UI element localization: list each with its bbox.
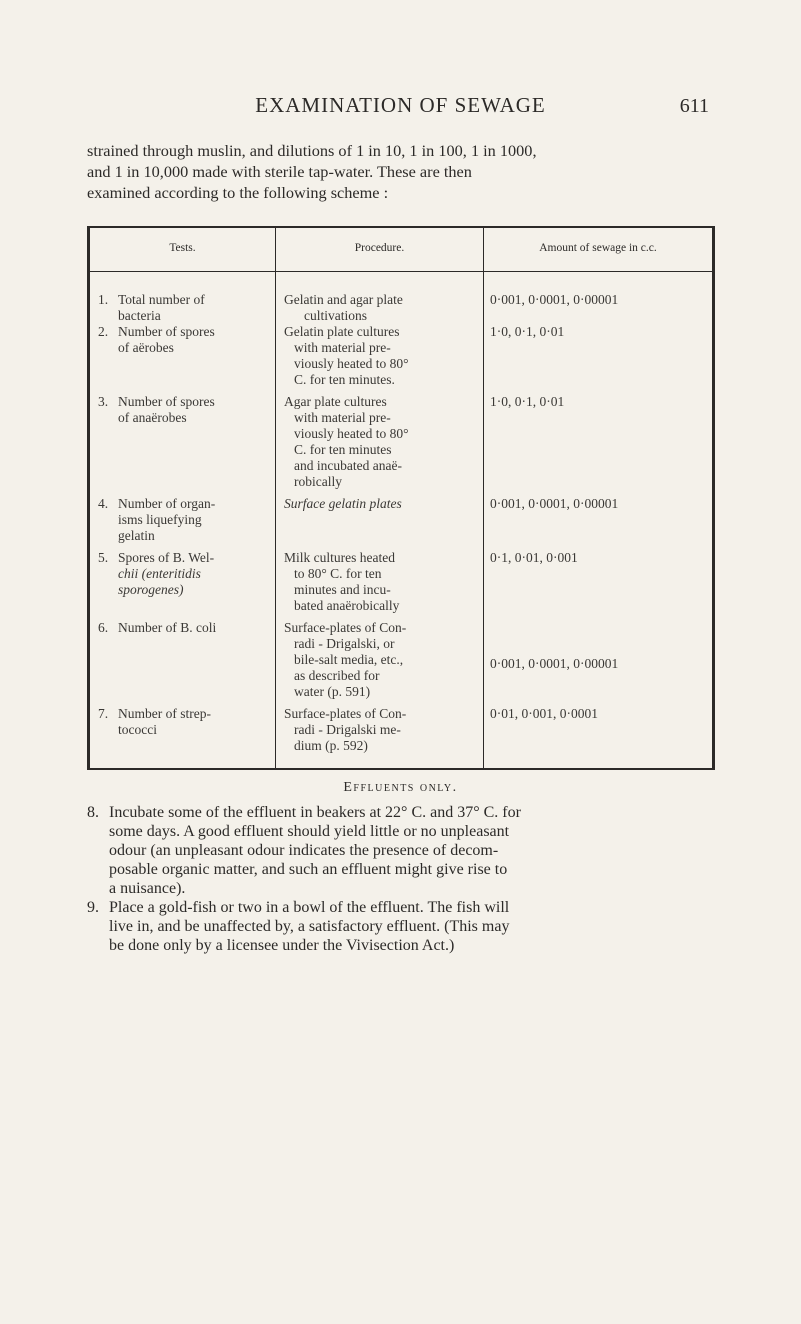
intro-line: and 1 in 10,000 made with sterile tap-water. These are then [87,162,472,181]
intro-paragraph [87,140,713,203]
row-number: 7. [98,706,109,721]
amount-cell: 0·001, 0·0001, 0·00001 [490,496,619,511]
row-number: 1. [98,292,109,307]
column-rule [483,228,484,768]
running-title: EXAMINATION OF SEWAGE [255,93,546,117]
test-cell: 1. Total number of bacteria [98,292,205,323]
item-number: 8. [87,804,99,821]
test-cell: 3. Number of spores of anaërobes [98,394,215,425]
amount-cell: 1·0, 0·1, 0·01 [490,324,565,339]
procedure-cell: Milk cultures heated to 80° C. for ten minutes and incu- bated anaërobically [284,550,400,613]
page-number: 611 [679,95,709,117]
header-procedure: Procedure. [354,242,405,254]
row-number: 4. [98,496,109,511]
procedure-cell: Agar plate cultures with material pre- viously heated to 80° C. for ten minutes and incubated anaë- robically [284,394,409,489]
amount-cell: 1·0, 0·1, 0·01 [490,394,565,409]
item-8-paragraph: 8. Incubate some of the effluent in beakers at 22° C. and 37° C. for some days. A good effluent should yield little or no unpleasant odour (an unpleasant odour indicates the presence of decom- posable organic matter, and such an effluent might give rise to a nuisance). [87,804,521,897]
procedure-cell: Surface-plates of Con- radi - Drigalski, or bile-salt media, etc., as described for water (p. 591) [284,620,407,699]
amount-cell: 0·1, 0·01, 0·001 [490,550,578,565]
header-amount: Amount of sewage in c.c. [539,242,657,254]
test-cell: 2. Number of spores of aërobes [98,324,215,355]
sewage-scheme-table [87,226,715,770]
header-rule [90,271,712,272]
row-number: 2. [98,324,109,339]
amount-cell: 0·001, 0·0001, 0·00001 [490,656,619,671]
item-number: 9. [87,899,99,916]
page-header [0,93,801,123]
amount-cell: 0·001, 0·0001, 0·00001 [490,292,619,307]
amount-cell: 0·01, 0·001, 0·0001 [490,706,598,721]
intro-line: strained through muslin, and dilutions of 1 in 10, 1 in 100, 1 in 1000, [87,141,537,160]
header-tests: Tests. [169,242,196,254]
column-rule [275,228,276,768]
procedure-cell: Gelatin plate cultures with material pre- viously heated to 80° C. for ten minutes. [284,324,409,387]
row-number: 5. [98,550,109,565]
procedure-cell: Surface gelatin plates [284,496,402,511]
row-number: 3. [98,394,109,409]
procedure-cell: Gelatin and agar plate cultivations [284,292,403,323]
intro-line: examined according to the following scheme : [87,183,389,202]
test-cell: 5. Spores of B. Wel- chii (enteritidis sporogenes) [98,550,215,597]
section-heading: Effluents only. [343,780,458,795]
procedure-cell: Surface-plates of Con- radi - Drigalski me- dium (p. 592) [284,706,407,753]
item-9-paragraph: 9. Place a gold-fish or two in a bowl of the effluent. The fish will live in, and be unaffected by, a satisfactory effluent. (This may be done only by a licensee under the Vivisection Act.) [87,899,510,954]
row-number: 6. [98,620,109,635]
test-cell: 7. Number of strep- tococci [98,706,211,737]
test-cell: 4. Number of organ- isms liquefying gelatin [98,496,216,543]
test-cell: 6. Number of B. coli [98,620,217,635]
